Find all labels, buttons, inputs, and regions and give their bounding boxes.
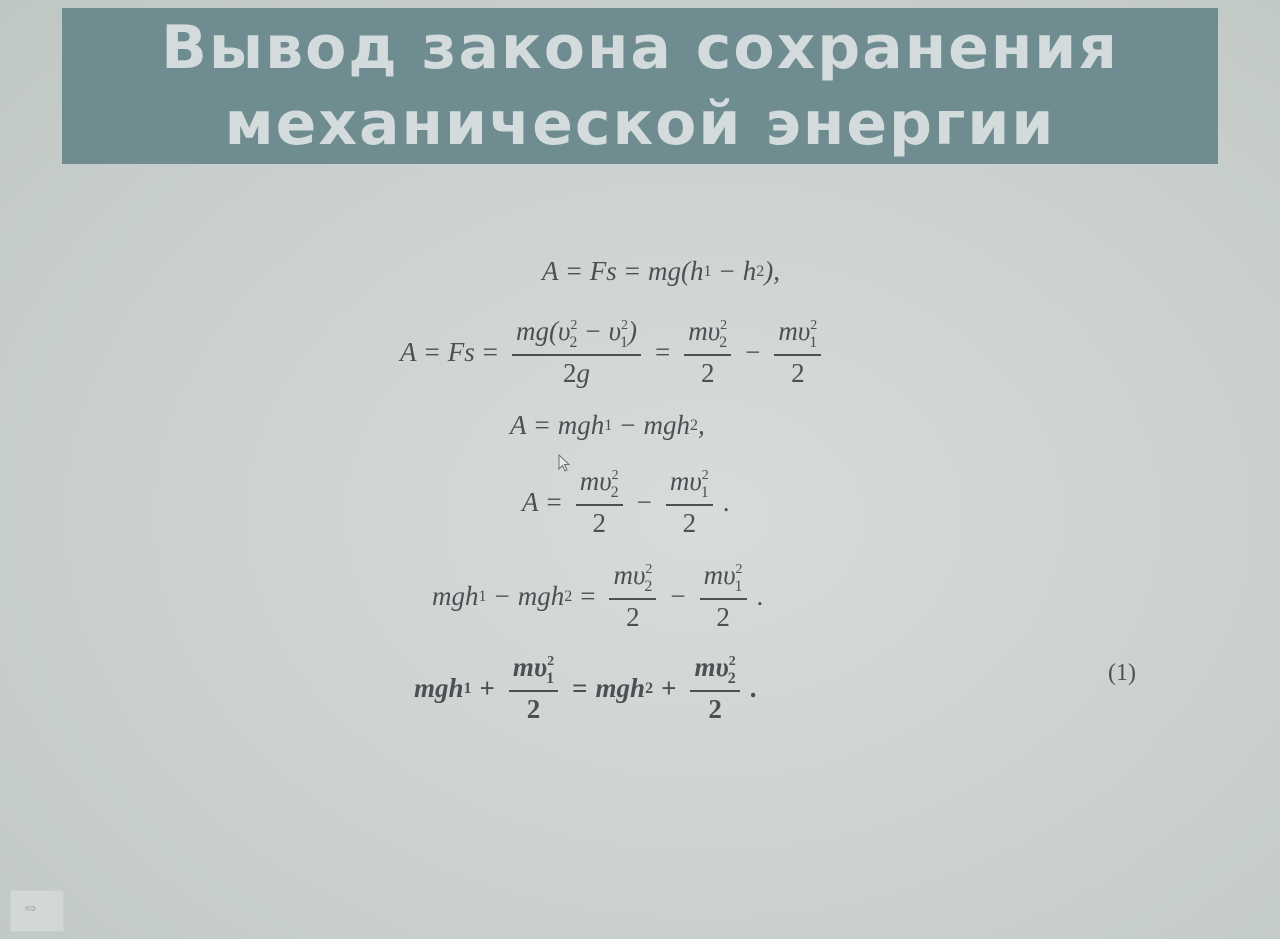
mouse-cursor-icon xyxy=(558,454,572,474)
slide-title-bar xyxy=(62,8,1218,164)
equation-work-velocity: A = Fs = $\frac{mg(\upsilon^2_2 - \upsilon^2_1)}{2g}$ = $\frac{m\upsilon^2_2}{2}$ − $\frac{m\upsilon^2_1}{2}$ xyxy=(400,316,827,389)
slide-nav-arrow-icon: ⇨ xyxy=(25,902,37,917)
equation-work-potential: A = mgh 1 − mgh 2 , xyxy=(510,410,705,440)
slide-title-line-1: Вывод закона сохранения xyxy=(161,13,1119,83)
equation-number: (1) xyxy=(1108,660,1136,686)
equation-work-kinetic: A = $\frac{m\upsilon^2_2}{2}$ − $\frac{m\upsilon^2_1}{2}$ . xyxy=(522,466,730,538)
equation-work-height: A = Fs = mg(h 1 − h 2 ), xyxy=(542,256,780,286)
slide-title-line-2: механической энергии xyxy=(224,89,1056,159)
slide-nav-button[interactable] xyxy=(10,890,64,932)
equation-energy-balance: mgh 1 − mgh 2 = $\frac{m\upsilon^2_2}{2}$ − $\frac{m\upsilon^2_1}{2}$ . xyxy=(432,560,764,632)
equation-energy-conservation: mgh 1 + $\frac{m\upsilon^2_1}{2}$ = mgh 2 + $\frac{m\upsilon^2_2}{2}$ . xyxy=(414,652,757,724)
